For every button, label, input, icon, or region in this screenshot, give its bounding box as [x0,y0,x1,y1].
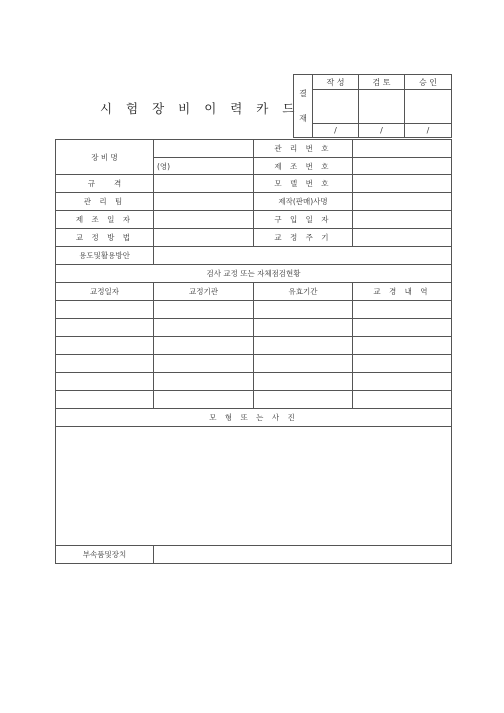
history-cell-date[interactable] [56,337,154,355]
management-team-field[interactable] [154,193,254,211]
label-calibration-cycle: 교 정 주 기 [254,229,353,247]
approval-header-reviewer: 검 토 [359,75,405,90]
photo-section-title: 모 형 또 는 사 진 [56,409,452,427]
approval-sign-approver[interactable] [405,90,452,124]
history-cell-details[interactable] [353,337,452,355]
label-equipment-name: 장 비 명 [56,140,154,175]
label-management-number: 관 리 번 호 [254,140,353,158]
manufacture-date-field[interactable] [154,211,254,229]
history-cell-agency[interactable] [154,391,254,409]
model-number-field[interactable] [353,175,452,193]
approval-date-author[interactable]: / [313,124,359,138]
approval-header-author: 작 성 [313,75,359,90]
page-title: 시 험 장 비 이 력 카 드 [100,101,300,116]
history-cell-details[interactable] [353,373,452,391]
history-cell-details[interactable] [353,319,452,337]
approval-header-approver: 승 인 [405,75,452,90]
history-row [56,391,452,409]
approval-table [293,74,452,138]
label-manufacturer: 제작(판매)사명 [254,193,353,211]
history-cell-details[interactable] [353,355,452,373]
specification-field[interactable] [154,175,254,193]
label-accessories: 부속품및장치 [56,546,154,564]
label-calibration-method: 교 정 방 법 [56,229,154,247]
label-management-team: 관 리 팀 [56,193,154,211]
history-cell-validity[interactable] [254,391,353,409]
approval-side-label: 결 재 [294,75,313,138]
accessories-field[interactable] [154,546,452,564]
history-cell-validity[interactable] [254,337,353,355]
history-cell-agency[interactable] [154,373,254,391]
history-section-title: 검사 교정 또는 자체점검현황 [56,265,452,283]
purchase-date-field[interactable] [353,211,452,229]
label-specification: 규 격 [56,175,154,193]
calibration-cycle-field[interactable] [353,229,452,247]
label-model-number: 모 델 번 호 [254,175,353,193]
management-number-field[interactable] [353,140,452,158]
approval-date-reviewer[interactable]: / [359,124,405,138]
history-cell-date[interactable] [56,373,154,391]
history-header-date: 교정일자 [56,283,154,301]
history-cell-agency[interactable] [154,301,254,319]
calibration-method-field[interactable] [154,229,254,247]
history-row [56,373,452,391]
history-cell-agency[interactable] [154,319,254,337]
history-row [56,355,452,373]
history-cell-date[interactable] [56,391,154,409]
label-manufacture-date: 제 조 일 자 [56,211,154,229]
history-cell-details[interactable] [353,391,452,409]
serial-number-field[interactable] [353,158,452,175]
history-cell-agency[interactable] [154,355,254,373]
label-purchase-date: 구 입 일 자 [254,211,353,229]
history-header-details: 교 경 내 역 [353,283,452,301]
history-cell-details[interactable] [353,301,452,319]
approval-date-approver[interactable]: / [405,124,452,138]
history-row [56,319,452,337]
history-cell-validity[interactable] [254,301,353,319]
history-cell-agency[interactable] [154,337,254,355]
label-usage: 용도및활용방안 [56,247,154,265]
history-cell-validity[interactable] [254,373,353,391]
history-header-validity: 유효기간 [254,283,353,301]
history-cell-date[interactable] [56,319,154,337]
equipment-card-table [55,139,452,564]
history-cell-date[interactable] [56,355,154,373]
history-cell-validity[interactable] [254,355,353,373]
approval-sign-reviewer[interactable] [359,90,405,124]
history-row [56,337,452,355]
photo-area[interactable] [56,427,452,546]
equipment-name-english-field[interactable]: (영) [154,158,254,175]
manufacturer-field[interactable] [353,193,452,211]
history-cell-date[interactable] [56,301,154,319]
usage-field[interactable] [154,247,452,265]
history-row [56,301,452,319]
label-serial-number: 제 조 번 호 [254,158,353,175]
history-cell-validity[interactable] [254,319,353,337]
equipment-name-field[interactable] [154,140,254,158]
history-header-agency: 교정기관 [154,283,254,301]
approval-sign-author[interactable] [313,90,359,124]
